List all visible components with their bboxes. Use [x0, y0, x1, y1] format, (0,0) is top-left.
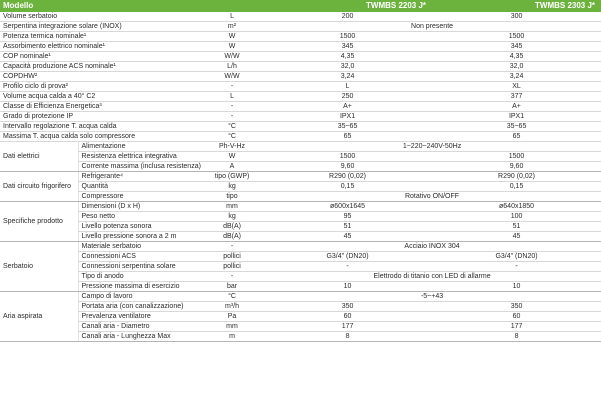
- spec-value-model-2: 177: [432, 322, 601, 332]
- spec-unit: -: [201, 102, 263, 112]
- spec-unit: tipo (GWP): [201, 172, 263, 182]
- spec-label: Prevalenza ventilatore: [78, 312, 201, 322]
- spec-label: Resistenza elettrica integrativa: [78, 152, 201, 162]
- spec-row: [0, 102, 601, 112]
- spec-label: Profilo ciclo di prova²: [0, 82, 201, 92]
- spec-row: [0, 172, 601, 182]
- spec-value-model-1: G3/4" (DN20): [263, 252, 432, 262]
- spec-value-model-2: 60: [432, 312, 601, 322]
- spec-value-model-1: 9,60: [263, 162, 432, 172]
- spec-label: Portata aria (con canalizzazione): [78, 302, 201, 312]
- spec-value-model-1: -: [263, 262, 432, 272]
- spec-value-model-2: ø640x1850: [432, 202, 601, 212]
- spec-value-model-2: 45: [432, 232, 601, 242]
- spec-label: Tipo di anodo: [78, 272, 201, 282]
- spec-value-model-2: 65: [432, 132, 601, 142]
- spec-unit: W: [201, 152, 263, 162]
- spec-value-model-2: G3/4" (DN20): [432, 252, 601, 262]
- spec-unit: dB(A): [201, 222, 263, 232]
- spec-unit: A: [201, 162, 263, 172]
- spec-value-model-2: XL: [432, 82, 601, 92]
- spec-value-model-1: 345: [263, 42, 432, 52]
- spec-unit: °C: [201, 132, 263, 142]
- spec-value-model-1: 177: [263, 322, 432, 332]
- spec-value-model-1: 350: [263, 302, 432, 312]
- spec-value-model-2: IPX1: [432, 112, 601, 122]
- spec-row: [0, 32, 601, 42]
- spec-row: [0, 302, 601, 312]
- spec-row: [0, 122, 601, 132]
- spec-label: COP nominale¹: [0, 52, 201, 62]
- spec-row: [0, 182, 601, 192]
- spec-unit: W: [201, 42, 263, 52]
- group-label: Dati elettrici: [0, 142, 78, 172]
- spec-label: Volume serbatoio: [0, 12, 201, 22]
- spec-value-model-2: 4,35: [432, 52, 601, 62]
- header-row: [0, 0, 601, 12]
- spec-unit: W/W: [201, 72, 263, 82]
- spec-unit: dB(A): [201, 232, 263, 242]
- spec-value-model-1: 95: [263, 212, 432, 222]
- spec-value-model-1: 45: [263, 232, 432, 242]
- spec-row: [0, 112, 601, 122]
- spec-label: Peso netto: [78, 212, 201, 222]
- spec-row: [0, 72, 601, 82]
- spec-value-model-2: 1500: [432, 32, 601, 42]
- spec-value-model-2: R290 (0,02): [432, 172, 601, 182]
- spec-unit: W: [201, 32, 263, 42]
- spec-value-model-1: L: [263, 82, 432, 92]
- spec-value-model-1: 65: [263, 132, 432, 142]
- spec-label: Dimensioni (D x H): [78, 202, 201, 212]
- spec-row: [0, 62, 601, 72]
- spec-value-model-2: 9,60: [432, 162, 601, 172]
- spec-value-model-2: -: [432, 262, 601, 272]
- spec-value-model-2: 32,0: [432, 62, 601, 72]
- spec-label: Volume acqua calda a 40° C2: [0, 92, 201, 102]
- spec-value-model-2: 377: [432, 92, 601, 102]
- spec-row: [0, 152, 601, 162]
- spec-value-model-1: 200: [263, 12, 432, 22]
- spec-row: [0, 42, 601, 52]
- spec-row: [0, 52, 601, 62]
- spec-label: Assorbimento elettrico nominale¹: [0, 42, 201, 52]
- spec-label: Corrente massima (inclusa resistenza): [78, 162, 201, 172]
- spec-value-model-2: 8: [432, 332, 601, 342]
- spec-unit: -: [201, 272, 263, 282]
- spec-value-model-1: 32,0: [263, 62, 432, 72]
- spec-unit: L/h: [201, 62, 263, 72]
- spec-row: [0, 292, 601, 302]
- spec-value-model-1: 8: [263, 332, 432, 342]
- spec-label: Intervallo regolazione T. acqua calda: [0, 122, 201, 132]
- spec-label: Compressore: [78, 192, 201, 202]
- spec-value-model-1: 0,15: [263, 182, 432, 192]
- spec-row: [0, 142, 601, 152]
- spec-row: [0, 242, 601, 252]
- spec-label: Serpentina integrazione solare (INOX): [0, 22, 201, 32]
- spec-label: Massima T. acqua calda solo compressore: [0, 132, 201, 142]
- spec-unit: Ph-V-Hz: [201, 142, 263, 152]
- spec-label: Pressione massima di esercizio: [78, 282, 201, 292]
- spec-value-span: Elettrodo di titanio con LED di allarme: [263, 272, 601, 282]
- spec-value-model-1: IPX1: [263, 112, 432, 122]
- spec-row: [0, 162, 601, 172]
- spec-row: [0, 12, 601, 22]
- spec-value-model-1: ø600x1645: [263, 202, 432, 212]
- spec-label: Campo di lavoro: [78, 292, 201, 302]
- spec-value-model-1: 4,35: [263, 52, 432, 62]
- spec-label: Classe di Efficienza Energetica³: [0, 102, 201, 112]
- spec-row: [0, 202, 601, 212]
- spec-row: [0, 22, 601, 32]
- group-label: Specifiche prodotto: [0, 202, 78, 242]
- spec-row: [0, 252, 601, 262]
- spec-value-model-2: 1500: [432, 152, 601, 162]
- spec-unit: W/W: [201, 52, 263, 62]
- spec-unit: m: [201, 332, 263, 342]
- spec-unit: m²: [201, 22, 263, 32]
- spec-value-span: Non presente: [263, 22, 601, 32]
- spec-row: [0, 272, 601, 282]
- spec-value-model-1: 10: [263, 282, 432, 292]
- spec-value-model-2: 35~65: [432, 122, 601, 132]
- spec-value-model-2: 51: [432, 222, 601, 232]
- spec-value-span: Rotativo ON/OFF: [263, 192, 601, 202]
- spec-value-model-2: 345: [432, 42, 601, 52]
- group-label: Dati circuito frigorifero: [0, 172, 78, 202]
- spec-value-model-1: R290 (0,02): [263, 172, 432, 182]
- spec-unit: mm: [201, 202, 263, 212]
- spec-label: COPDHW²: [0, 72, 201, 82]
- group-label: Serbatoio: [0, 242, 78, 292]
- spec-unit: °C: [201, 122, 263, 132]
- spec-unit: °C: [201, 292, 263, 302]
- spec-unit: -: [201, 82, 263, 92]
- spec-value-span: 1~220~240V-50Hz: [263, 142, 601, 152]
- spec-unit: m³/h: [201, 302, 263, 312]
- spec-unit: kg: [201, 182, 263, 192]
- header-model-1: TWMBS 2203 J*: [263, 0, 432, 12]
- spec-value-model-2: 350: [432, 302, 601, 312]
- spec-value-model-1: 51: [263, 222, 432, 232]
- spec-unit: L: [201, 12, 263, 22]
- spec-row: [0, 232, 601, 242]
- spec-unit: mm: [201, 322, 263, 332]
- spec-value-model-1: 60: [263, 312, 432, 322]
- spec-label: Alimentazione: [78, 142, 201, 152]
- spec-label: Livello potenza sonora: [78, 222, 201, 232]
- spec-value-model-2: 3,24: [432, 72, 601, 82]
- spec-value-span: Acciaio INOX 304: [263, 242, 601, 252]
- spec-row: [0, 212, 601, 222]
- spec-row: [0, 312, 601, 322]
- spec-unit: Pa: [201, 312, 263, 322]
- spec-row: [0, 132, 601, 142]
- spec-label: Materiale serbatoio: [78, 242, 201, 252]
- spec-label: Connessioni ACS: [78, 252, 201, 262]
- spec-value-span: -5~+43: [263, 292, 601, 302]
- spec-label: Livello pressione sonora a 2 m: [78, 232, 201, 242]
- spec-unit: pollici: [201, 262, 263, 272]
- spec-label: Refrigerante⁴: [78, 172, 201, 182]
- spec-unit: pollici: [201, 252, 263, 262]
- spec-label: Potenza termica nominale¹: [0, 32, 201, 42]
- spec-label: Quantità: [78, 182, 201, 192]
- spec-value-model-1: 35~65: [263, 122, 432, 132]
- spec-row: [0, 92, 601, 102]
- group-label: Aria aspirata: [0, 292, 78, 342]
- spec-value-model-1: 3,24: [263, 72, 432, 82]
- spec-label: Grado di protezione IP: [0, 112, 201, 122]
- spec-body: [0, 12, 601, 342]
- spec-value-model-1: 1500: [263, 32, 432, 42]
- spec-value-model-1: A+: [263, 102, 432, 112]
- spec-value-model-2: 0,15: [432, 182, 601, 192]
- spec-value-model-1: 250: [263, 92, 432, 102]
- spec-row: [0, 222, 601, 232]
- spec-value-model-1: 1500: [263, 152, 432, 162]
- header-label: Modello: [0, 0, 263, 12]
- spec-value-model-2: 300: [432, 12, 601, 22]
- spec-value-model-2: 100: [432, 212, 601, 222]
- spec-row: [0, 262, 601, 272]
- spec-label: Capacità produzione ACS nominale¹: [0, 62, 201, 72]
- spec-row: [0, 282, 601, 292]
- spec-row: [0, 322, 601, 332]
- spec-unit: bar: [201, 282, 263, 292]
- spec-value-model-2: 10: [432, 282, 601, 292]
- spec-label: Canali aria - Diametro: [78, 322, 201, 332]
- spec-row: [0, 332, 601, 342]
- spec-unit: kg: [201, 212, 263, 222]
- spec-label: Connessioni serpentina solare: [78, 262, 201, 272]
- spec-row: [0, 82, 601, 92]
- spec-unit: L: [201, 92, 263, 102]
- header-model-2: TWMBS 2303 J*: [432, 0, 601, 12]
- spec-unit: tipo: [201, 192, 263, 202]
- spec-row: [0, 192, 601, 202]
- spec-unit: -: [201, 112, 263, 122]
- spec-unit: -: [201, 242, 263, 252]
- spec-value-model-2: A+: [432, 102, 601, 112]
- spec-label: Canali aria - Lunghezza Max: [78, 332, 201, 342]
